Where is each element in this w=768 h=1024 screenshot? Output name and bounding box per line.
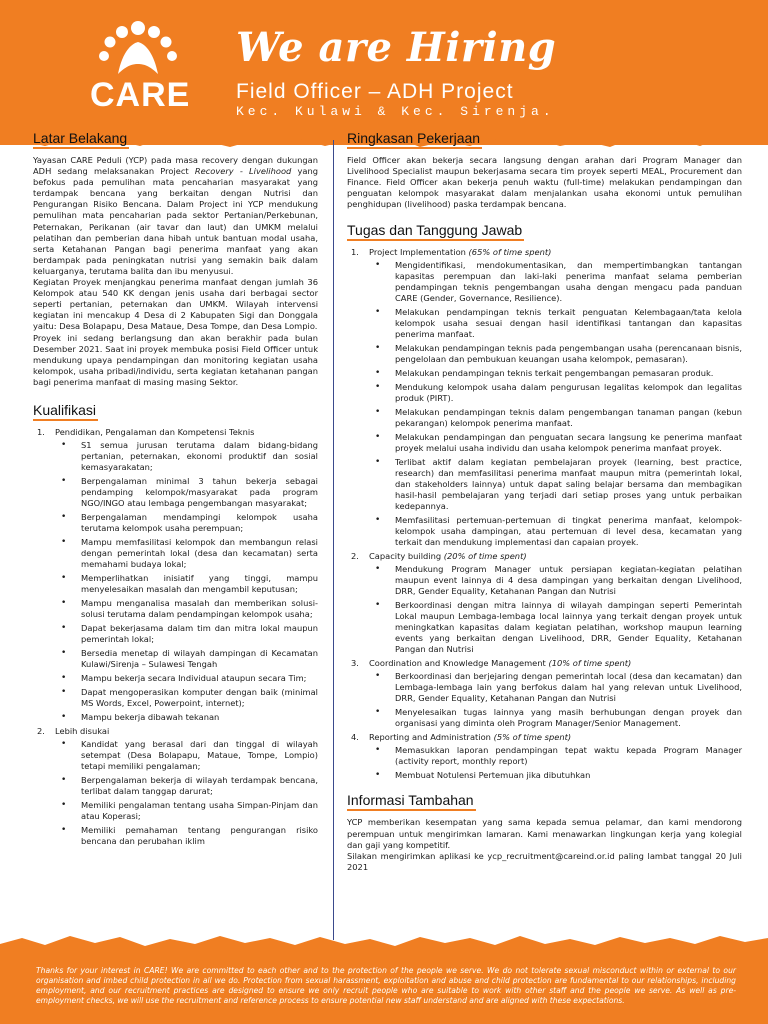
list-item: • Memiliki pengalaman tentang usaha Simpan-Pinjam dan atau Koperasi; <box>55 800 318 822</box>
right-column <box>347 128 742 873</box>
list-item: • Melakukan pendampingan teknis terkait penguatan Kelembagaan/tata kelola kelompok usaha sesuai dengan hasil identifikasi tantangan dan kapasitas penerima manfaat. <box>369 307 742 340</box>
kualifikasi-list <box>33 427 318 847</box>
footer-disclaimer: Thanks for your interest in CARE! We are committed to each other and to the protection of the people we serve. We do not tolerate sexual misconduct within or external to our organisation and imbed child protection in all we do. Protection from sexual harassment, exploitation and abuse and child protection are fundamental to our relationships, including employment, and our recruitment practices are designed to ensure we only recruit people who are suitable to work with other staff and the people we serve. As well as pre-employment checks, we will use the recruitment and reference process to ensure potential new staff understand and are aligned with these expectations. <box>36 966 736 1005</box>
section-title-tugas: Tugas dan Tanggung Jawab <box>347 222 524 241</box>
section-title-kualifikasi: Kualifikasi <box>33 402 98 421</box>
list-item: • Mampu bekerja secara Individual ataupun secara Tim; <box>55 673 318 684</box>
list-item: • Kandidat yang berasal dari dan tinggal di wilayah setempat (Desa Bolapapu, Mataue, Tompe, Lompio) tetapi memiliki pengalaman; <box>55 739 318 772</box>
kualifikasi-sublist <box>55 440 318 723</box>
section-title-ringkasan: Ringkasan Pekerjaan <box>347 130 482 149</box>
list-item: • Berkoordinasi dan berjejaring dengan pemerintah local (desa dan kecamatan) dan Lembaga-lembaga lain yang berfokus dalam hal yang relevan untuk Livelihood, DRR, Gender Equality, Ketahanan Pangan dan Nutrisi <box>369 671 742 704</box>
tugas-sublist <box>369 671 742 729</box>
ringkasan-paragraph: Field Officer akan bekerja secara langsung dengan arahan dari Program Manager dan Livelihood Specialist maupun bekerjasama secara tim proyek seperti MEAL, Procurement dan Finance. Field Officer akan bekerja penuh waktu (full-time) melakukan pendampingan dan penguatan kelompok masyarakat dalam menjalankan usaha ekonomi untuk pemulihan penghidupan (livelihood) paska terdampak bencana. <box>347 155 742 210</box>
list-item: • Menyelesaikan tugas lainnya yang masih berhubungan dengan proyek dan organisasi yang diminta oleh Program Manager/Senior Management. <box>369 707 742 729</box>
tugas-group <box>347 247 742 548</box>
kualifikasi-sublist <box>55 739 318 847</box>
group-title: Project Implementation <box>369 247 466 258</box>
list-item: • Memiliki pemahaman tentang pengurangan risiko bencana dan perubahan iklim <box>55 825 318 847</box>
latar-paragraph-1: Yayasan CARE Peduli (YCP) pada masa recovery dengan dukungan ADH sedang melaksanakan Project Recovery - Livelihood yang befokus pada pemulihan mata pencaharian masyarakat yang terdampak bencana yang berkaitan dengan Nutrisi dan Pengurangan Risiko Bencana. Dalam Project ini YCP mendukung pemulihan mata pencaharian pada sektor Pertanian/Perkebunan, Peternakan, Perikanan (air tavar dan laut) dan UMKM melalui pelatihan dan pemberian dana hibah untuk bantuan modal usaha, serta Ketahanan Pangan bagi penerima manfaat yang akan berdampak pada peningkatan nutrisi yang semakin baik dalam keluarganya, terutama balita dan ibu menyusui. <box>33 155 318 276</box>
time-percentage: (10% of time spent) <box>548 658 632 669</box>
list-item: • Membuat Notulensi Pertemuan jika dibutuhkan <box>369 770 742 781</box>
list-item: • Melakukan pendampingan teknis dalam pengembangan tanaman pangan (kebun pekarangan) kelompok penerima manfaat. <box>369 407 742 429</box>
list-item: • Mengidentifikasi, mendokumentasikan, dan mempertimbangkan tantangan kapasitas perempuan dan laki-laki penerima manfaat selama pemberian pendampingan teknis pengembangan usaha dengan mengacu pada panduan CARE (Gender, Governance, Resilience). <box>369 260 742 304</box>
list-item: • Mampu menganalisa masalah dan memberikan solusi-solusi terutama dalam pendampingan kelompok usaha; <box>55 598 318 620</box>
page-title: We are Hiring <box>236 24 557 71</box>
latar-paragraph-3: Proyek ini sedang berlangsung dan akan berakhir pada bulan Desember 2021. Saat ini proyek membuka posisi Field Officer untuk mendukung upaya pendampingan dan monitoring kegiatan usaha kelompok, usaha pribadi/individu, serta kegiatan ketahanan pangan bagi penerima manfaat di masing masing Sektor. <box>33 332 318 387</box>
job-location: Kec. Kulawi & Kec. Sirenja. <box>236 104 555 119</box>
group-title: Reporting and Administration <box>369 732 491 743</box>
list-item: • Melakukan pendampingan dan penguatan secara langsung ke penerima manfaat proyek melalui usaha individu dan usaha kelompok penerima manfaat proyek. <box>369 432 742 454</box>
kualifikasi-group <box>33 726 318 847</box>
list-item: • Bersedia menetap di wilayah dampingan di Kecamatan Kulawi/Sirenja – Sulawesi Tengah <box>55 648 318 670</box>
group-title: Pendidikan, Pengalaman dan Kompetensi Teknis <box>55 426 255 437</box>
group-title: Lebih disukai <box>55 725 110 736</box>
logo-wordmark: CARE <box>90 76 191 114</box>
list-item: • Memasukkan laporan pendampingan tepat waktu kepada Program Manager (activity report, monthly report) <box>369 745 742 767</box>
list-number: 4. <box>351 732 359 743</box>
group-title: Capacity building <box>369 551 442 562</box>
time-percentage: (65% of time spent) <box>468 247 552 258</box>
list-item: • Melakukan pendampingan teknis terkait pengembangan pemasaran produk. <box>369 368 742 379</box>
list-item: • Melakukan pendampingan teknis pada pengembangan usaha (perencanaan bisnis, pengelolaan dan pembukuan keuangan usaha kelompok, pemasaran). <box>369 343 742 365</box>
info-paragraph-2: Silakan mengirimkan aplikasi ke ycp_recruitment@careind.or.id paling lambat tanggal 20 Juli 2021 <box>347 850 742 872</box>
kualifikasi-group <box>33 427 318 723</box>
tugas-group <box>347 732 742 781</box>
list-item: • Dapat mengoperasikan komputer dengan baik (minimal MS Words, Excel, Powerpoint, internet); <box>55 687 318 709</box>
list-number: 1. <box>351 247 359 258</box>
column-divider <box>333 140 334 940</box>
list-number: 1. <box>37 426 45 437</box>
list-item: • S1 semua jurusan terutama dalam bidang-bidang pertanian, peternakan, ekonomi produktif dan sosial kemasyarakatan; <box>55 440 318 473</box>
list-item: • Mampu memfasilitasi kelompok dan membangun relasi dengan pemerintah lokal (desa dan kecamatan) serta memahami budaya lokal; <box>55 537 318 570</box>
job-title: Field Officer – ADH Project <box>236 80 514 103</box>
list-item: • Mampu bekerja dibawah tekanan <box>55 712 318 723</box>
list-item: • Memperlihatkan inisiatif yang tinggi, mampu menyelesaikan masalah dan mengambil keputusan; <box>55 573 318 595</box>
list-item: • Mendukung kelompok usaha dalam pengurusan legalitas kelompok dan legalitas produk (PIRT). <box>369 382 742 404</box>
section-title-latar: Latar Belakang <box>33 130 129 149</box>
list-number: 2. <box>351 551 359 562</box>
group-title: Coordination and Knowledge Management <box>369 658 546 669</box>
list-item: • Berpengalaman mendampingi kelompok usaha terutama kelompok usaha perempuan; <box>55 512 318 534</box>
left-column <box>33 128 318 850</box>
time-percentage: (20% of time spent) <box>443 551 527 562</box>
tugas-group <box>347 551 742 655</box>
tugas-list <box>347 247 742 781</box>
latar-paragraph-2: Kegiatan Proyek menjangkau penerima manfaat dengan jumlah 36 Kelompok atau 540 KK dengan jenis usaha dari berbagai sector seperti pertanian, peternakan dan UMKM. Wilayah intervensi kegiatan ini mencakup 4 Desa di 2 Kabupaten Sigi dan Donggala yaitu: Desa Bolapapu, Desa Mataue, Desa Tompe, dan Desa Lompio. <box>33 277 318 332</box>
list-number: 3. <box>351 658 359 669</box>
section-title-info: Informasi Tambahan <box>347 792 476 811</box>
list-item: • Berpengalaman minimal 3 tahun bekerja sebagai pendamping kelompok/masyarakat pada program NGO/INGO atau lembaga pengembangan masyarakat; <box>55 476 318 509</box>
tugas-sublist <box>369 745 742 781</box>
tugas-sublist <box>369 260 742 548</box>
list-item: • Mendukung Program Manager untuk persiapan kegiatan-kegiatan pelatihan maupun event lainnya di 4 desa dampingan yang berkaitan dengan Livelihood, DRR, Gender Equality, Ketahanan Pangan dan Nutrisi <box>369 564 742 597</box>
tugas-sublist <box>369 564 742 655</box>
time-percentage: (5% of time spent) <box>493 732 572 743</box>
info-paragraph-1: YCP memberikan kesempatan yang sama kepada semua pelamar, dan kami mendorong perempuan untuk mengirimkan lamaran. Kami menawarkan lingkungan kerja yang kolegial dan gaji yang kompetitif. <box>347 817 742 850</box>
list-item: • Berpengalaman bekerja di wilayah terdampak bencana, terlibat dalam tanggap darurat; <box>55 775 318 797</box>
tugas-group <box>347 658 742 729</box>
list-number: 2. <box>37 725 45 736</box>
list-item: • Berkoordinasi dengan mitra lainnya di wilayah dampingan seperti Pemerintah Lokal maupun Lembaga-lembaga local lainnya yang terkait dengan proyek untuk meningkatkan kapasitas dalam kegiatan pelatihan, workshop maupun learning events yang berkaitan dengan Livelihood, DRR, Gender Equality, Ketahanan Pangan dan Nutrisi <box>369 600 742 655</box>
list-item: • Memfasilitasi pertemuan-pertemuan di tingkat penerima manfaat, kelompok-kelompok usaha dampingan, atau pertemuan di level desa, kecamatan yang terkait dan mendukung implementasi dan capaian proyek. <box>369 515 742 548</box>
list-item: • Dapat bekerjasama dalam tim dan mitra lokal maupun pemerintah lokal; <box>55 623 318 645</box>
list-item: • Terlibat aktif dalam kegiatan pembelajaran proyek (learning, best practice, research) dan memfasilitasi penerima manfaat maupun mitra (pemerintah lokal, dan stakeholders lainnya) untuk dapat saling belajar bersama dan membagikan hasil-hasil pembelajaran yang terjadi dari setiap proses yang untuk perbaikan kedepannya. <box>369 457 742 512</box>
